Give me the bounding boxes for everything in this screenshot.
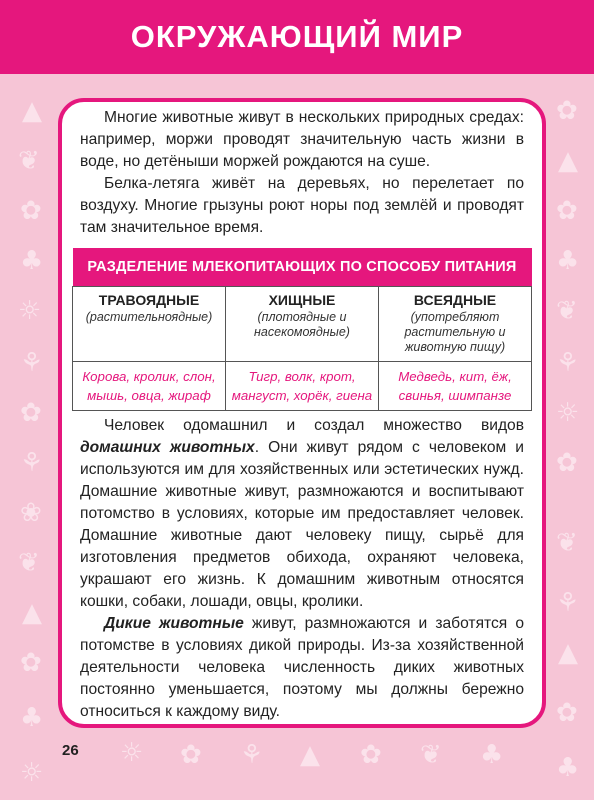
sun-icon: ☼ (20, 758, 44, 788)
potted-plant-icon: ⚘ (556, 348, 580, 378)
leaf-icon: ❦ (556, 296, 578, 326)
page-number: 26 (62, 742, 79, 759)
column-subheading: (плотоядные и насекомоядные) (254, 310, 350, 339)
page-header (0, 0, 594, 74)
potted-plant-icon: ⚘ (240, 740, 264, 770)
table-cell-carnivores (226, 287, 379, 362)
tree-icon: ♣ (20, 246, 44, 276)
tulip-icon: ❀ (20, 498, 42, 528)
triangle-icon: ▲ (558, 638, 578, 668)
flower-icon: ✿ (180, 740, 202, 770)
flower-icon: ✿ (556, 698, 578, 728)
content-card (58, 98, 546, 728)
sun-icon: ☼ (18, 296, 42, 326)
leaf-icon: ❦ (18, 548, 40, 578)
flower-icon: ✿ (360, 740, 382, 770)
leaf-icon: ❦ (556, 528, 578, 558)
potted-plant-icon: ⚘ (556, 588, 580, 618)
page-title: ОКРУЖАЮЩИЙ МИР (130, 19, 464, 54)
leaf-icon: ❦ (18, 146, 40, 176)
triangle-icon: ▲ (300, 740, 320, 770)
bold-term: домашних животных (80, 439, 255, 456)
paragraph: Белка-летяга живёт на деревьях, но перелетает по воздуху. Многие грызуны роют норы под землёй и проводят там значительное время. (80, 175, 524, 236)
paragraph (80, 613, 524, 723)
column-subheading: (растительноядные) (85, 310, 213, 324)
triangle-icon: ▲ (22, 598, 42, 628)
body-text (80, 415, 524, 723)
column-heading: ТРАВОЯДНЫЕ (98, 292, 200, 308)
flower-icon: ✿ (556, 448, 578, 478)
column-subheading: (употребляют растительную и животную пищу) (404, 310, 506, 354)
table-cell-herbivores (73, 287, 226, 362)
potted-plant-icon: ⚘ (20, 448, 44, 478)
sun-icon: ☼ (556, 398, 580, 428)
flower-icon: ✿ (556, 96, 578, 126)
potted-plant-icon: ⚘ (20, 348, 44, 378)
table-cell-examples: Медведь, кит, ёж, свинья, шимпанзе (379, 362, 532, 411)
text-run: Человек одомашнил и создал множество видов (104, 417, 524, 434)
tree-icon: ♣ (20, 703, 44, 733)
column-heading: ВСЕЯДНЫЕ (413, 292, 497, 308)
table-caption: РАЗДЕЛЕНИЕ МЛЕКОПИТАЮЩИХ ПО СПОСОБУ ПИТАНИЯ (73, 248, 532, 287)
tree-icon: ♣ (556, 246, 580, 276)
intro-text (80, 107, 524, 239)
table-cell-examples: Тигр, волк, крот, мангуст, хорёк, гиена (226, 362, 379, 411)
tree-icon: ♣ (556, 753, 580, 783)
flower-icon: ✿ (20, 648, 42, 678)
tree-icon: ♣ (480, 740, 504, 770)
table-cell-omnivores (379, 287, 532, 362)
flower-icon: ✿ (20, 398, 42, 428)
triangle-icon: ▲ (22, 96, 42, 126)
triangle-icon: ▲ (558, 146, 578, 176)
flower-icon: ✿ (20, 196, 42, 226)
sun-icon: ☼ (120, 738, 144, 768)
paragraph: Многие животные живут в нескольких природных средах: например, моржи проводят значительную часть жизни в воде, но детёныши моржей рождаются на суше. (80, 109, 524, 170)
text-run: живут, размножаются и заботятся о потомстве в условиях дикой природы. Из-за хозяйственной деятельности человека численность диких животных постоянно уменьшается, поэтому мы должны бережно относиться к каждому виду. (80, 615, 524, 720)
paragraph (80, 415, 524, 613)
table-cell-examples: Корова, кролик, слон, мышь, овца, жираф (73, 362, 226, 411)
text-run: . Они живут рядом с человеком и используются им для хозяйственных или эстетических нужд. Домашние животные живут, размножаются и воспитывают потомство в условиях, которые им предоставляет человек. Домашние животные дают человеку пищу, сырьё для изготовления предметов обихода, охраняют человека, украшают его жизнь. К домашним животным относятся кошки, собаки, лошади, овцы, кролики. (80, 439, 524, 610)
bold-term: Дикие животные (104, 615, 244, 632)
diet-table (72, 248, 532, 411)
leaf-icon: ❦ (420, 740, 442, 770)
flower-icon: ✿ (556, 196, 578, 226)
column-heading: ХИЩНЫЕ (268, 292, 336, 308)
